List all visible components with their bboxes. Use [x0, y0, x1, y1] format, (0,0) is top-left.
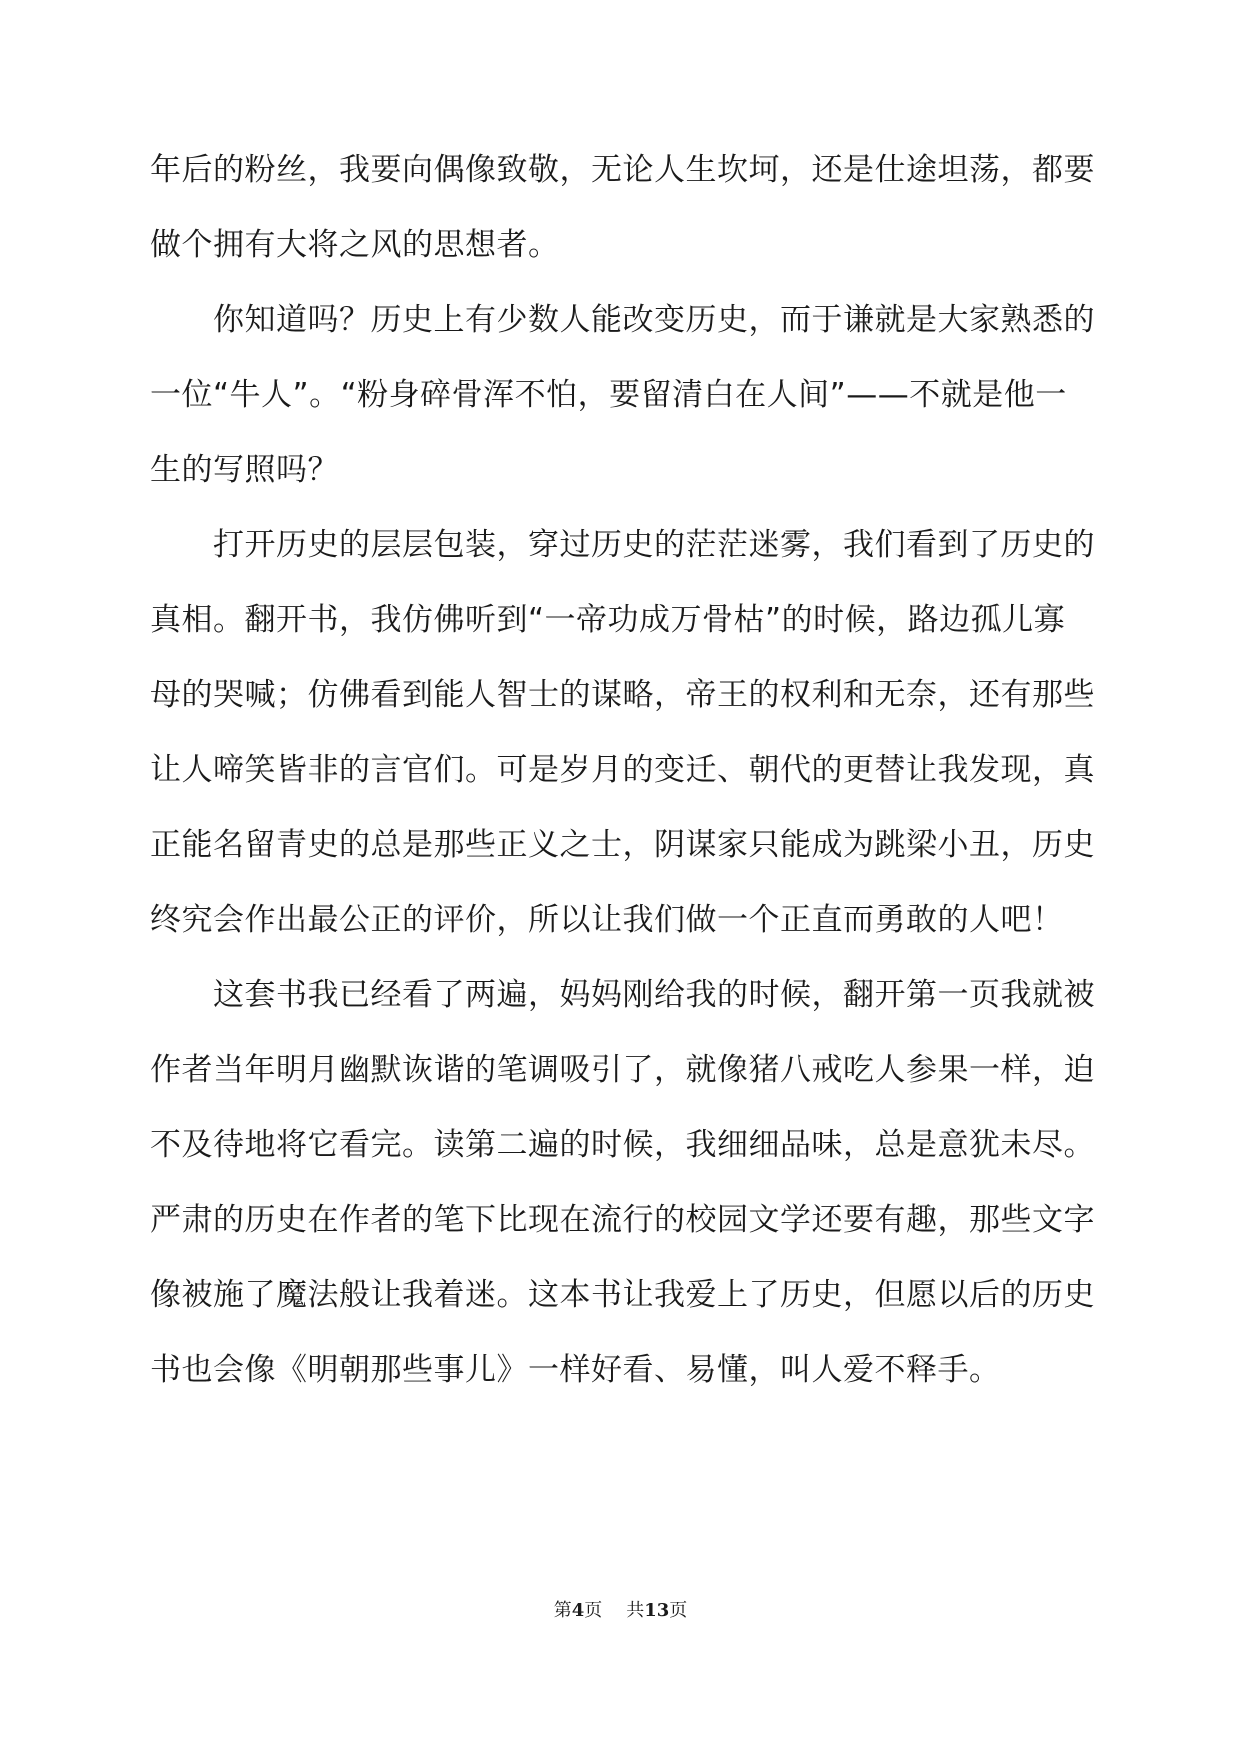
text-line: 严肃的历史在作者的笔下比现在流行的校园文学还要有趣，那些文字	[150, 1202, 1095, 1238]
current-page-number: 4	[571, 1600, 585, 1621]
text-line: 做个拥有大将之风的思想者。	[150, 227, 560, 263]
page-footer	[0, 1596, 1241, 1622]
text-line: 母的哭喊；仿佛看到能人智士的谋略，帝王的权利和无奈，还有那些	[150, 677, 1095, 713]
text-line: 让人啼笑皆非的言官们。可是岁月的变迁、朝代的更替让我发现，真	[150, 752, 1095, 788]
footer-total-unit: 页	[669, 1600, 688, 1621]
text-line: 书也会像《明朝那些事儿》一样好看、易懂，叫人爱不释手。	[150, 1352, 1001, 1388]
footer-total-prefix: 共	[626, 1600, 645, 1621]
text-line: 不及待地将它看完。读第二遍的时候，我细细品味，总是意犹未尽。	[150, 1127, 1095, 1163]
text-line: 终究会作出最公正的评价，所以让我们做一个正直而勇敢的人吧！	[150, 902, 1064, 938]
text-line: 这套书我已经看了两遍，妈妈刚给我的时候，翻开第一页我就被	[213, 977, 1095, 1013]
footer-prefix: 第	[553, 1600, 572, 1621]
total-pages-number: 13	[644, 1600, 670, 1621]
text-line: 生的写照吗？	[150, 452, 339, 488]
text-line: 打开历史的层层包装，穿过历史的茫茫迷雾，我们看到了历史的	[213, 527, 1095, 563]
text-line: 真相。翻开书，我仿佛听到“一帝功成万骨枯”的时候，路边孤儿寡	[150, 602, 1066, 638]
text-line: 作者当年明月幽默诙谐的笔调吸引了，就像猪八戒吃人参果一样，迫	[150, 1052, 1095, 1088]
text-line: 你知道吗？历史上有少数人能改变历史，而于谦就是大家熟悉的	[213, 302, 1095, 338]
footer-page-unit: 页	[584, 1600, 603, 1621]
text-line: 年后的粉丝，我要向偶像致敬，无论人生坎坷，还是仕途坦荡，都要	[150, 152, 1095, 188]
text-line: 一位“牛人”。“粉身碎骨浑不怕，要留清白在人间”——不就是他一	[150, 377, 1067, 413]
text-line: 像被施了魔法般让我着迷。这本书让我爱上了历史，但愿以后的历史	[150, 1277, 1095, 1313]
text-line: 正能名留青史的总是那些正义之士，阴谋家只能成为跳梁小丑，历史	[150, 827, 1095, 863]
